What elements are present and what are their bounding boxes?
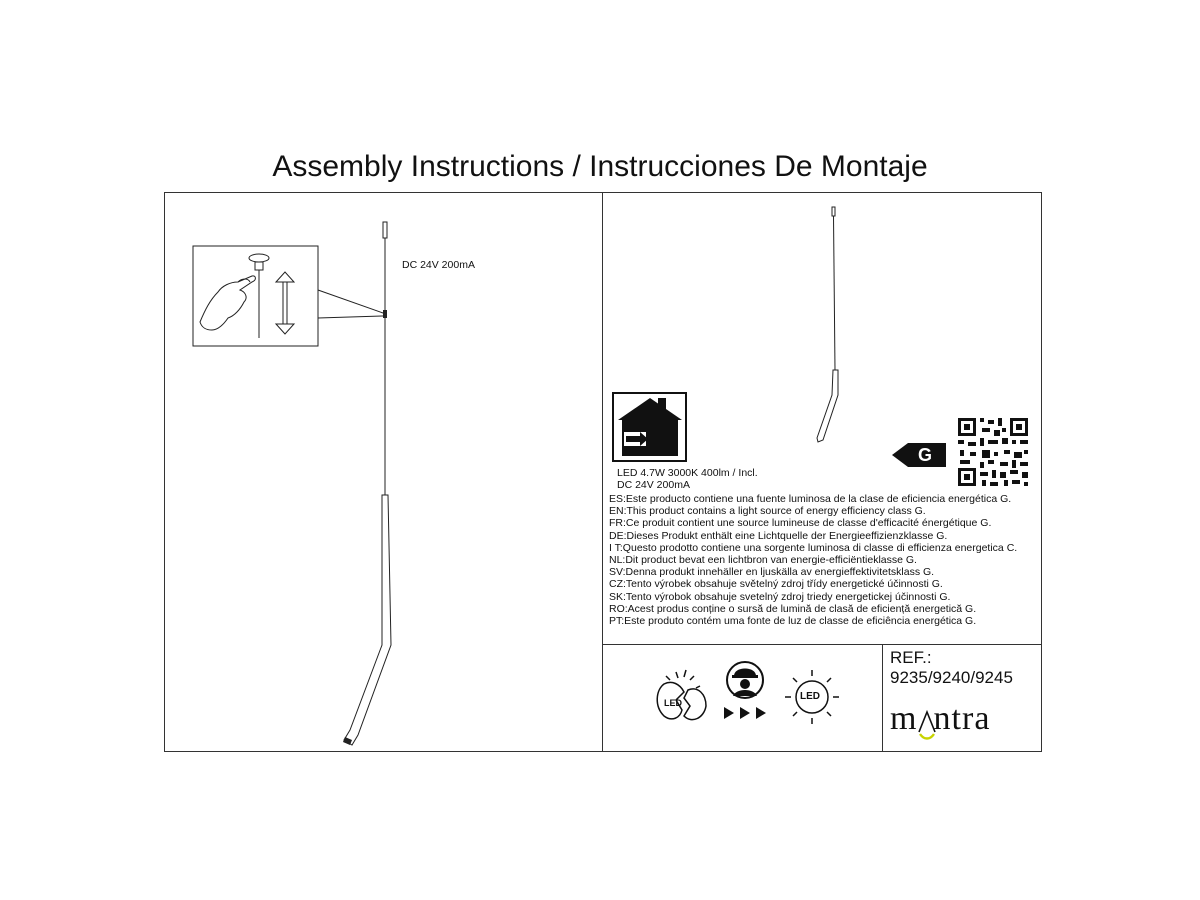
spec-line-power: LED 4.7W 3000K 400lm / Incl. [617,467,758,479]
spec-line-dc: DC 24V 200mA [617,479,690,491]
page-title: Assembly Instructions / Instrucciones De Montaje [272,150,928,183]
left-spec-label: DC 24V 200mA [402,259,475,271]
lang-line-ro: RO:Acest produs conține o sursă de lumină de clasă de eficiență energetică G. [609,602,977,615]
lang-line-fr: FR:Ce produit contient une source lumineuse de classe d'efficacité énergétique G. [609,517,992,530]
lang-line-it: I T:Questo prodotto contiene una sorgente luminosa di classe di efficienza energetica C. [609,541,1018,554]
lang-line-en: EN:This product contains a light source of energy efficiency class G. [609,505,926,518]
brand-logo-part: m [890,700,918,737]
lang-line-cz: CZ:Tento výrobek obsahuje světelný zdroj třídy energetické účinnosti G. [609,578,943,591]
lang-line-sv: SV:Denna produkt innehäller en ljuskälla av energieffektivitetsklass G. [609,566,935,579]
energy-class-letter: G [918,445,933,465]
broken-led-label: LED [664,698,682,708]
brand-logo-part-2: ntra [933,700,991,737]
lang-line-sk: SK:Tento výrobok obsahuje svetelný zdroj triedy energetickej účinnosti G. [609,590,951,603]
ref-numbers: 9235/9240/9245 [890,668,1013,687]
lang-line-es: ES:Este producto contiene una fuente luminosa de la clase de eficiencia energética G. [609,493,1012,505]
lang-line-nl: NL:Dit product bevat een lichtbron van energie-efficiëntieklasse G. [609,554,917,567]
lang-line-de: DE:Dieses Produkt enthält eine Lichtquelle der Energieeffizienzklasse G. [609,529,948,542]
led-source-label: LED [800,691,820,702]
ref-block [890,648,1013,688]
brand-logo-accent-letter: a [917,700,934,737]
lang-line-pt: PT:Este produto contém uma fonte de luz de classe de eficiência energética G. [609,615,977,628]
brand-logo [890,700,990,738]
ref-label: REF.: [890,648,932,667]
